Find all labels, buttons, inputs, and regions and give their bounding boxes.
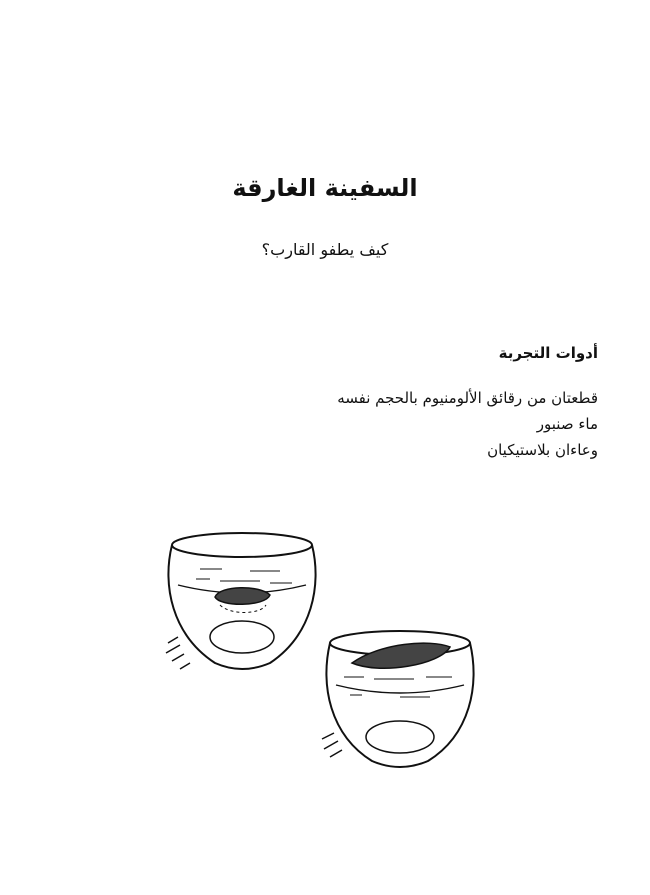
materials-heading: أدوات التجربة <box>498 344 598 362</box>
materials-item-foil: قطعتان من رقائق الألومنيوم بالحجم نفسه <box>337 389 598 407</box>
left-bowl <box>166 533 316 669</box>
page-title: السفينة الغارقة <box>232 174 418 202</box>
materials-item-bowls: وعاءان بلاستيكيان <box>487 441 598 459</box>
page-question: كيف يطفو القارب؟ <box>261 240 389 259</box>
materials-item-water: ماء صنبور <box>536 415 598 433</box>
materials-list <box>278 385 598 463</box>
materials-section <box>278 344 598 463</box>
right-bowl <box>322 631 474 767</box>
two-bowls-with-foil-icon <box>160 525 490 790</box>
